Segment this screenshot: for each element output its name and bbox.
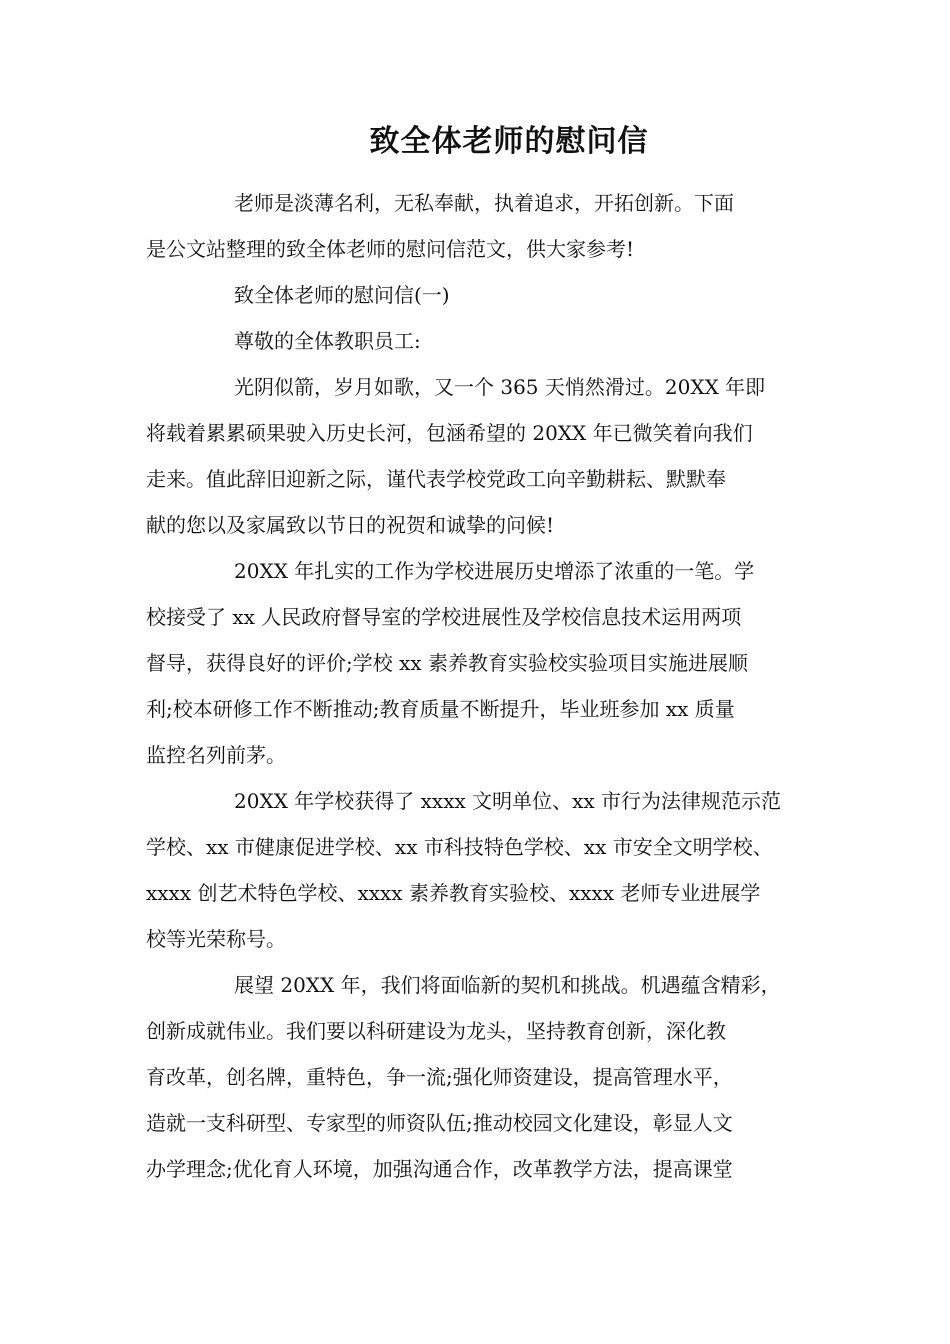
paragraph-line: 办学理念;优化育人环境，加强沟通合作，改革教学方法，提高课堂 xyxy=(146,1157,733,1181)
paragraph-line: 20XX 年扎实的工作为学校进展历史增添了浓重的一笔。学 xyxy=(234,559,755,583)
paragraph-line: 致全体老师的慰问信(一) xyxy=(234,283,450,307)
paragraph-line: 校接受了 xx 人民政府督导室的学校进展性及学校信息技术运用两项 xyxy=(146,605,742,629)
paragraph-line: 是公文站整理的致全体老师的慰问信范文，供大家参考! xyxy=(146,237,635,261)
paragraph-line: 光阴似箭，岁月如歌，又一个 365 天悄然滑过。20XX 年即 xyxy=(234,375,766,399)
paragraph xyxy=(146,778,826,962)
paragraph-line: 20XX 年学校获得了 xxxx 文明单位、xx 市行为法律规范示范 xyxy=(234,789,782,813)
paragraph xyxy=(146,962,826,1192)
paragraph-line: 利;校本研修工作不断推动;教育质量不断提升，毕业班参加 xx 质量 xyxy=(146,697,735,721)
paragraph-line: 创新成就伟业。我们要以科研建设为龙头，坚持教育创新，深化教 xyxy=(146,1019,726,1043)
paragraph-line: 校等光荣称号。 xyxy=(146,927,286,951)
paragraph xyxy=(146,318,826,364)
paragraph-line: xxxx 创艺术特色学校、xxxx 素养教育实验校、xxxx 老师专业进展学 xyxy=(146,881,761,905)
paragraph xyxy=(146,548,826,778)
document-body xyxy=(146,180,826,1192)
paragraph-line: 老师是淡薄名利，无私奉献，执着追求，开拓创新。下面 xyxy=(234,191,734,215)
paragraph-line: 监控名列前茅。 xyxy=(146,743,286,767)
paragraph-line: 走来。值此辞旧迎新之际，谨代表学校党政工向辛勤耕耘、默默奉 xyxy=(146,467,726,491)
paragraph-line: 造就一支科研型、专家型的师资队伍;推动校园文化建设，彰显人文 xyxy=(146,1111,733,1135)
paragraph-line: 展望 20XX 年，我们将面临新的契机和挑战。机遇蕴含精彩， xyxy=(234,973,781,997)
paragraph xyxy=(146,180,826,272)
paragraph-line: 将载着累累硕果驶入历史长河，包涵希望的 20XX 年已微笑着向我们 xyxy=(146,421,753,445)
paragraph-line: 育改革，创名牌，重特色，争一流;强化师资建设，提高管理水平， xyxy=(146,1065,733,1089)
paragraph xyxy=(146,272,826,318)
paragraph-line: 献的您以及家属致以节日的祝贺和诚挚的问候! xyxy=(146,513,555,537)
document-title: 致全体老师的慰问信 xyxy=(369,124,649,159)
paragraph-line: 尊敬的全体教职员工: xyxy=(234,329,421,353)
paragraph-line: 学校、xx 市健康促进学校、xx 市科技特色学校、xx 市安全文明学校、 xyxy=(146,835,773,859)
paragraph xyxy=(146,364,826,548)
paragraph-line: 督导，获得良好的评价;学校 xx 素养教育实验校实验项目实施进展顺 xyxy=(146,651,749,675)
